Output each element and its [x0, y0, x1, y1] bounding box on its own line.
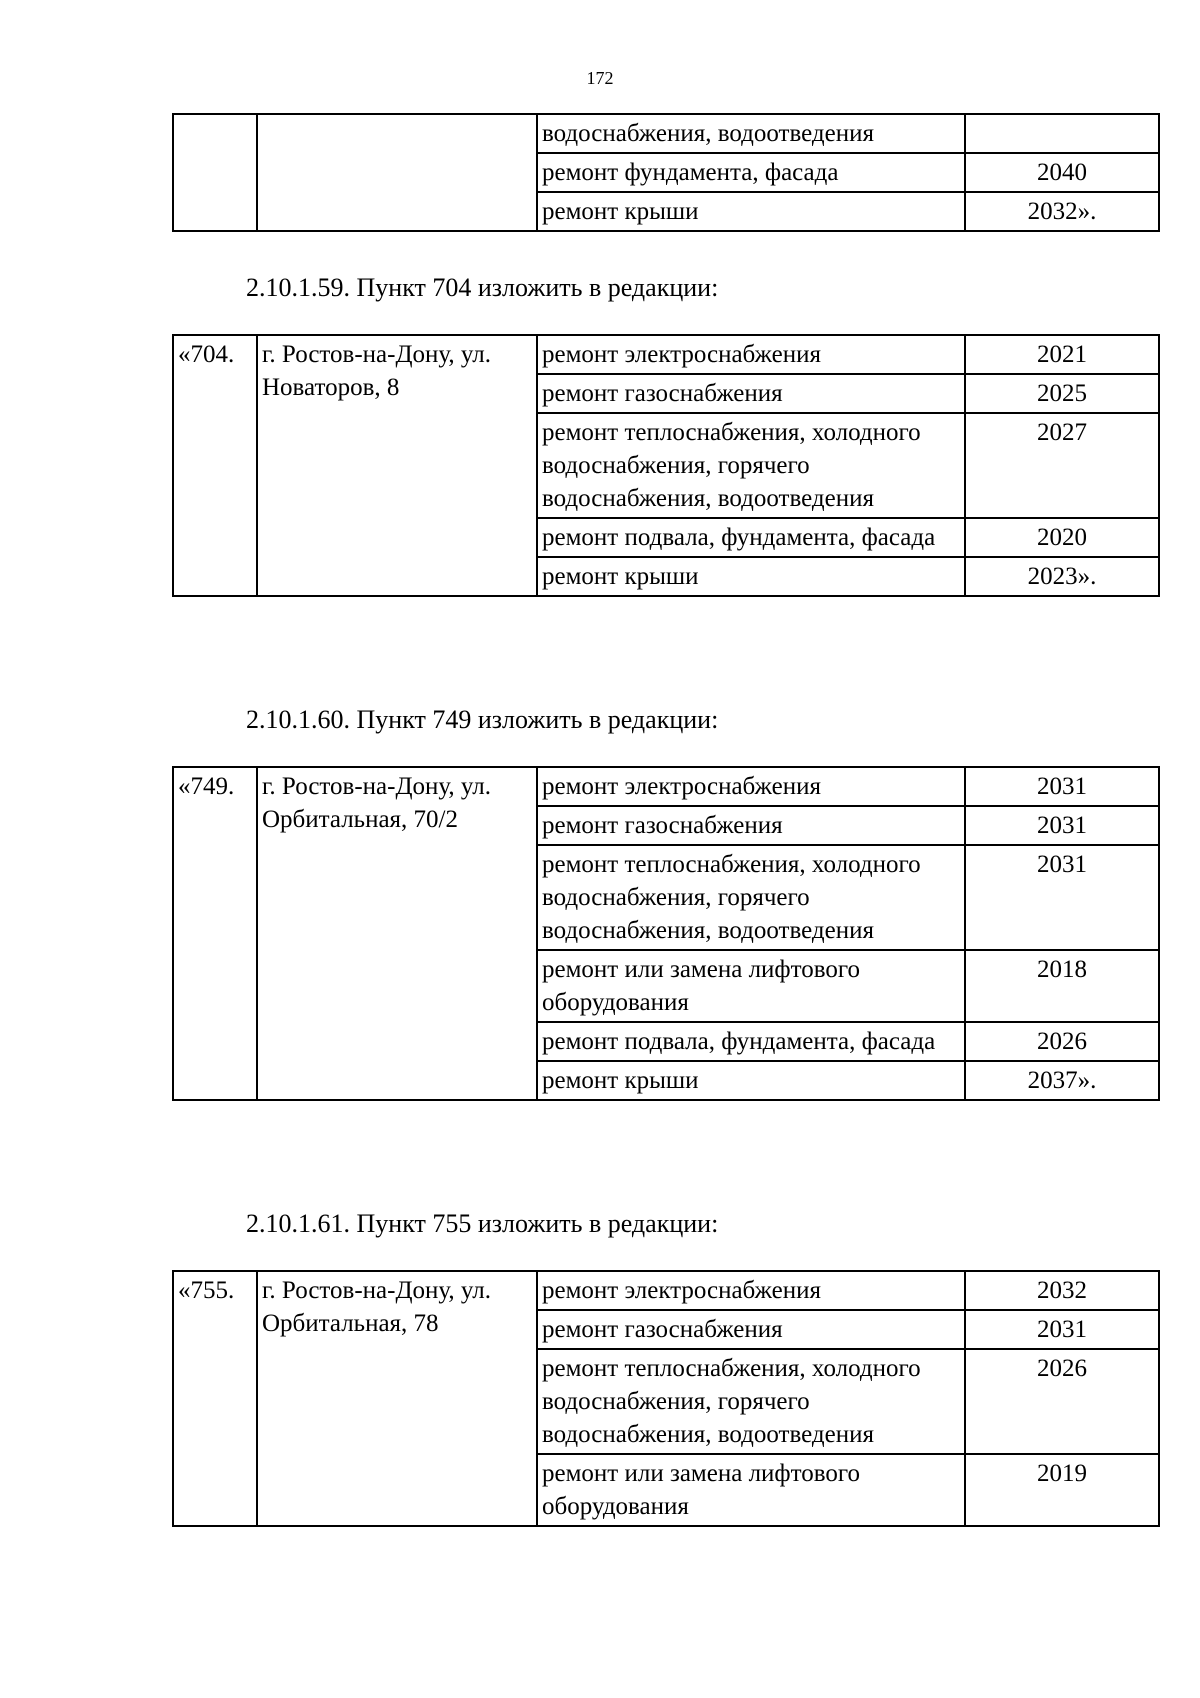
table-row: [173, 335, 1159, 374]
year-cell: 2026: [965, 1022, 1159, 1061]
item-table-755: [172, 1270, 1160, 1527]
year-cell: 2040: [965, 153, 1159, 192]
work-cell: ремонт теплоснабжения, холодного водоснабжения, горячего водоснабжения, водоотведения: [537, 1349, 965, 1454]
item-number: «704.: [173, 335, 257, 596]
year-cell: 2032: [965, 1271, 1159, 1310]
work-cell: ремонт или замена лифтового оборудования: [537, 1454, 965, 1526]
section-heading: 2.10.1.60. Пункт 749 изложить в редакции:: [246, 705, 719, 734]
table-row: [173, 767, 1159, 806]
year-cell: 2019: [965, 1454, 1159, 1526]
table-row: [173, 114, 1159, 153]
work-cell: ремонт подвала, фундамента, фасада: [537, 1022, 965, 1061]
year-cell: 2031: [965, 806, 1159, 845]
work-cell: ремонт газоснабжения: [537, 806, 965, 845]
section-heading: 2.10.1.61. Пункт 755 изложить в редакции:: [246, 1209, 719, 1238]
item-address: г. Ростов-на-Дону, ул. Новаторов, 8: [257, 335, 537, 596]
work-cell: ремонт газоснабжения: [537, 374, 965, 413]
year-cell: 2037».: [965, 1061, 1159, 1100]
year-cell: 2020: [965, 518, 1159, 557]
work-cell: ремонт теплоснабжения, холодного водоснабжения, горячего водоснабжения, водоотведения: [537, 413, 965, 518]
item-table-704: [172, 334, 1160, 597]
work-cell: водоснабжения, водоотведения: [537, 114, 965, 153]
continuation-table: [172, 113, 1160, 232]
item-number: «755.: [173, 1271, 257, 1526]
work-cell: ремонт теплоснабжения, холодного водоснабжения, горячего водоснабжения, водоотведения: [537, 845, 965, 950]
work-cell: ремонт фундамента, фасада: [537, 153, 965, 192]
year-cell: 2032».: [965, 192, 1159, 231]
item-table-749: [172, 766, 1160, 1101]
work-cell: ремонт электроснабжения: [537, 767, 965, 806]
item-address: г. Ростов-на-Дону, ул. Орбитальная, 78: [257, 1271, 537, 1526]
number-cell: [173, 114, 257, 231]
item-number: «749.: [173, 767, 257, 1100]
work-cell: ремонт подвала, фундамента, фасада: [537, 518, 965, 557]
section-heading: 2.10.1.59. Пункт 704 изложить в редакции:: [246, 273, 719, 302]
page-number: 172: [586, 68, 614, 88]
item-address: г. Ростов-на-Дону, ул. Орбитальная, 70/2: [257, 767, 537, 1100]
year-cell: 2031: [965, 1310, 1159, 1349]
year-cell: 2031: [965, 767, 1159, 806]
work-cell: ремонт газоснабжения: [537, 1310, 965, 1349]
work-cell: ремонт крыши: [537, 1061, 965, 1100]
year-cell: 2031: [965, 845, 1159, 950]
year-cell: [965, 114, 1159, 153]
work-cell: ремонт электроснабжения: [537, 1271, 965, 1310]
year-cell: 2018: [965, 950, 1159, 1022]
work-cell: ремонт крыши: [537, 192, 965, 231]
year-cell: 2026: [965, 1349, 1159, 1454]
table-row: [173, 1271, 1159, 1310]
work-cell: ремонт или замена лифтового оборудования: [537, 950, 965, 1022]
year-cell: 2025: [965, 374, 1159, 413]
work-cell: ремонт электроснабжения: [537, 335, 965, 374]
year-cell: 2023».: [965, 557, 1159, 596]
work-cell: ремонт крыши: [537, 557, 965, 596]
year-cell: 2021: [965, 335, 1159, 374]
year-cell: 2027: [965, 413, 1159, 518]
address-cell: [257, 114, 537, 231]
